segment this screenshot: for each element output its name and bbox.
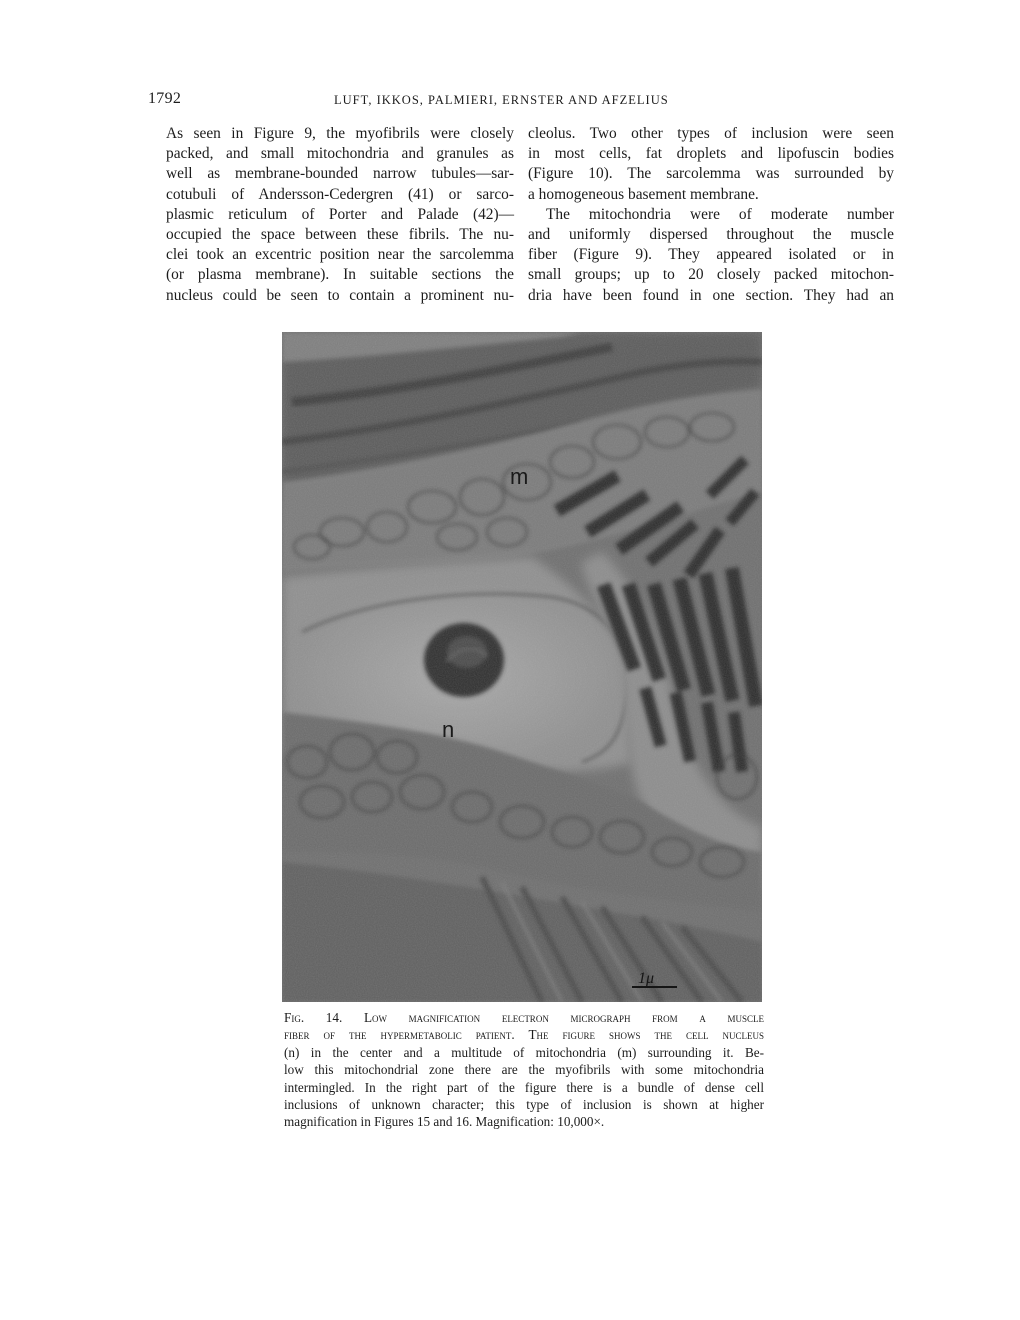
figure-label-m: m <box>510 464 529 489</box>
electron-micrograph <box>282 332 762 1002</box>
text-line: in most cells, fat droplets and lipofuscin bodies <box>528 145 894 163</box>
running-title: LUFT, IKKOS, PALMIERI, ERNSTER AND AFZELIUS <box>334 93 669 107</box>
body-paragraph <box>528 205 894 306</box>
text-line: occupied the space between these fibrils. The nu- <box>166 226 514 244</box>
text-line: fiber (Figure 9). They appeared isolated or in <box>528 246 894 264</box>
figure-caption <box>284 1009 764 1131</box>
body-paragraph <box>528 124 894 205</box>
text-line: cotubuli of Andersson-Cedergren (41) or sarco- <box>166 185 514 203</box>
caption-line: (n) in the center and a multitude of mitochondria (m) surrounding it. Be- <box>284 1044 764 1060</box>
scale-bar-label: 1μ <box>638 970 655 987</box>
caption-line: fiber of the hypermetabolic patient. The figure shows the cell nucleus <box>284 1027 764 1043</box>
caption-line: intermingled. In the right part of the figure there is a bundle of dense cell <box>284 1079 764 1095</box>
text-line: and uniformly dispersed throughout the muscle <box>528 226 894 244</box>
caption-line: low this mitochondrial zone there are the myofibrils with some mitochondria <box>284 1062 764 1078</box>
body-paragraph <box>148 124 514 306</box>
caption-line: inclusions of unknown character; this type of inclusion is shown at higher <box>284 1097 764 1113</box>
text-line: dria have been found in one section. They had an <box>528 286 894 304</box>
text-line: (Figure 10). The sarcolemma was surrounded by <box>528 165 894 183</box>
left-text-column <box>148 124 514 306</box>
text-line: nucleus could be seen to contain a prominent nu- <box>166 286 514 304</box>
text-line: cleolus. Two other types of inclusion were seen <box>528 125 894 142</box>
caption-line: Fig. 14. Low magnification electron micrograph from a muscle <box>284 1010 764 1025</box>
text-line: clei took an excentric position near the sarcolemma <box>166 246 514 264</box>
text-line: plasmic reticulum of Porter and Palade (42)— <box>166 205 514 223</box>
figure-label-n: n <box>442 717 455 742</box>
caption-line: magnification in Figures 15 and 16. Magnification: 10,000×. <box>284 1114 605 1130</box>
right-text-column <box>528 124 894 306</box>
text-line: packed, and small mitochondria and granules as <box>166 145 514 163</box>
text-line: small groups; up to 20 closely packed mitochon- <box>528 266 894 284</box>
text-line: As seen in Figure 9, the myofibrils were closely <box>166 125 514 142</box>
text-line: (or plasma membrane). In suitable sections the <box>166 266 514 284</box>
text-line: well as membrane-bounded narrow tubules—sar- <box>166 165 514 183</box>
text-line: The mitochondria were of moderate number <box>546 205 894 223</box>
page-number: 1792 <box>148 90 182 107</box>
text-line: a homogeneous basement membrane. <box>528 185 759 203</box>
